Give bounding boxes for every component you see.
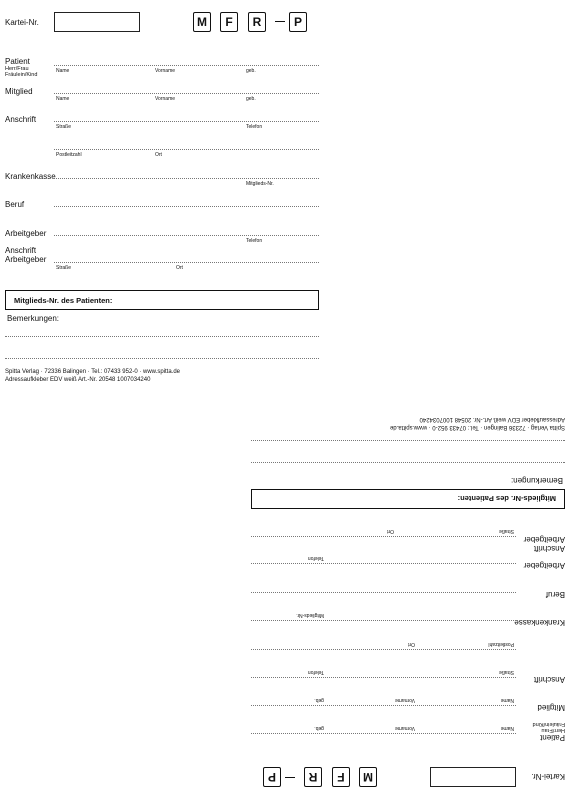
caption-telefon: Telefon [246, 124, 263, 130]
caption-postleitzahl: Postleitzahl [488, 641, 514, 647]
arbeitgeber-label: Arbeitgeber [523, 561, 565, 570]
caption-strasse: Straße [498, 669, 514, 675]
patient-label: Patient [540, 733, 565, 742]
anschrift-label: Anschrift [533, 675, 565, 684]
mitglied-line[interactable] [251, 705, 516, 706]
bemerkungen-label: Bemerkungen: [7, 314, 60, 323]
bemerkungen-line-1[interactable] [5, 336, 319, 337]
caption-name: Name [56, 96, 70, 102]
arbeitgeber-line[interactable] [251, 563, 516, 564]
kartei-label: Kartei-Nr. [531, 772, 565, 781]
beruf-line[interactable] [54, 206, 319, 207]
caption-name: Name [500, 697, 514, 703]
krankenkasse-line[interactable] [251, 620, 516, 621]
footer-line-2: Adressaufkleber EDV weiß Art.-Nr. 20548 1007034240 [5, 377, 151, 383]
caption-strasse: Straße [498, 528, 514, 534]
status-box-r[interactable]: R [304, 767, 322, 787]
caption-ort: Ort [408, 641, 415, 647]
kartei-label: Kartei-Nr. [5, 18, 39, 27]
caption-postleitzahl: Postleitzahl [56, 152, 82, 158]
arbeitgeber-line[interactable] [54, 235, 319, 236]
bemerkungen-line-1[interactable] [251, 462, 565, 463]
footer [5, 368, 180, 384]
caption-mitglieds-nr: Mitglieds-Nr. [246, 181, 274, 187]
beruf-label: Beruf [545, 590, 565, 599]
arbeitgeber-label: Arbeitgeber [5, 229, 47, 238]
status-box-m[interactable]: M [193, 12, 211, 32]
patient-line[interactable] [54, 65, 319, 66]
status-box-f[interactable]: F [332, 767, 350, 787]
arbeitgeber-address-line[interactable] [251, 536, 516, 537]
bemerkungen-line-2[interactable] [251, 440, 565, 441]
caption-telefon: Telefon [307, 555, 324, 561]
mitglied-label: Mitglied [537, 703, 565, 712]
caption-ort: Ort [176, 265, 183, 271]
patient-sub-1: Herr/Frau [5, 66, 29, 72]
status-box-p[interactable]: P [289, 12, 307, 32]
address-label-card-bottom [250, 404, 570, 799]
caption-telefon: Telefon [246, 238, 263, 244]
anschrift-arbeitgeber-label-1: Anschrift [533, 544, 565, 553]
footer-line-1: Spitta Verlag · 72336 Balingen · Tel.: 07433 952-0 · www.spitta.de [390, 424, 565, 430]
caption-telefon: Telefon [307, 669, 324, 675]
anschrift-arbeitgeber-label-1: Anschrift [5, 246, 37, 255]
status-box-r[interactable]: R [248, 12, 266, 32]
footer [390, 415, 565, 431]
caption-mitglieds-nr: Mitglieds-Nr. [296, 612, 324, 618]
beruf-line[interactable] [251, 592, 516, 593]
footer-line-1: Spitta Verlag · 72336 Balingen · Tel.: 07433 952-0 · www.spitta.de [5, 369, 180, 375]
caption-strasse: Straße [56, 124, 72, 130]
kartei-number-field[interactable] [430, 767, 516, 787]
patient-line[interactable] [251, 733, 516, 734]
mitglieds-nr-band[interactable] [5, 290, 319, 310]
strasse-line[interactable] [251, 677, 516, 678]
caption-ort: Ort [155, 152, 162, 158]
caption-geb: geb. [246, 96, 256, 102]
kartei-number-field[interactable] [54, 12, 140, 32]
mitglied-line[interactable] [54, 93, 319, 94]
patient-sub-2: Fräulein/Kind [532, 721, 565, 727]
krankenkasse-line[interactable] [54, 178, 319, 179]
status-box-m[interactable]: M [359, 767, 377, 787]
plz-ort-line[interactable] [54, 149, 319, 150]
bemerkungen-line-2[interactable] [5, 358, 319, 359]
caption-vorname: Vorname [155, 96, 176, 102]
status-box-p[interactable]: P [263, 767, 281, 787]
caption-ort: Ort [387, 528, 394, 534]
mitglied-label: Mitglied [5, 87, 33, 96]
caption-vorname: Vorname [394, 697, 415, 703]
caption-geb: geb. [314, 725, 324, 731]
plz-ort-line[interactable] [251, 649, 516, 650]
patient-sub-2: Fräulein/Kind [5, 72, 38, 78]
status-box-f[interactable]: F [220, 12, 238, 32]
anschrift-arbeitgeber-label-2: Arbeitgeber [523, 535, 565, 544]
anschrift-arbeitgeber-label-2: Arbeitgeber [5, 255, 47, 264]
mitglieds-nr-band-text: Mitglieds-Nr. des Patienten: [457, 494, 556, 504]
anschrift-label: Anschrift [5, 115, 37, 124]
krankenkasse-label: Krankenkasse [514, 618, 565, 627]
beruf-label: Beruf [5, 200, 25, 209]
footer-line-2: Adressaufkleber EDV weiß Art.-Nr. 20548 1007034240 [419, 416, 565, 422]
caption-name: Name [56, 68, 70, 74]
caption-name: Name [500, 725, 514, 731]
status-dash [275, 21, 285, 22]
bemerkungen-label: Bemerkungen: [510, 476, 563, 485]
arbeitgeber-address-line[interactable] [54, 262, 319, 263]
caption-vorname: Vorname [155, 68, 176, 74]
mitglieds-nr-band-text: Mitglieds-Nr. des Patienten: [14, 295, 113, 305]
caption-strasse: Straße [56, 265, 72, 271]
address-label-card-top [0, 0, 320, 395]
patient-label: Patient [5, 57, 30, 66]
status-dash [285, 777, 295, 778]
krankenkasse-label: Krankenkasse [5, 172, 56, 181]
strasse-line[interactable] [54, 121, 319, 122]
caption-geb: geb. [314, 697, 324, 703]
mitglieds-nr-band[interactable] [251, 489, 565, 509]
caption-geb: geb. [246, 68, 256, 74]
caption-vorname: Vorname [394, 725, 415, 731]
patient-sub-1: Herr/Frau [541, 727, 565, 733]
